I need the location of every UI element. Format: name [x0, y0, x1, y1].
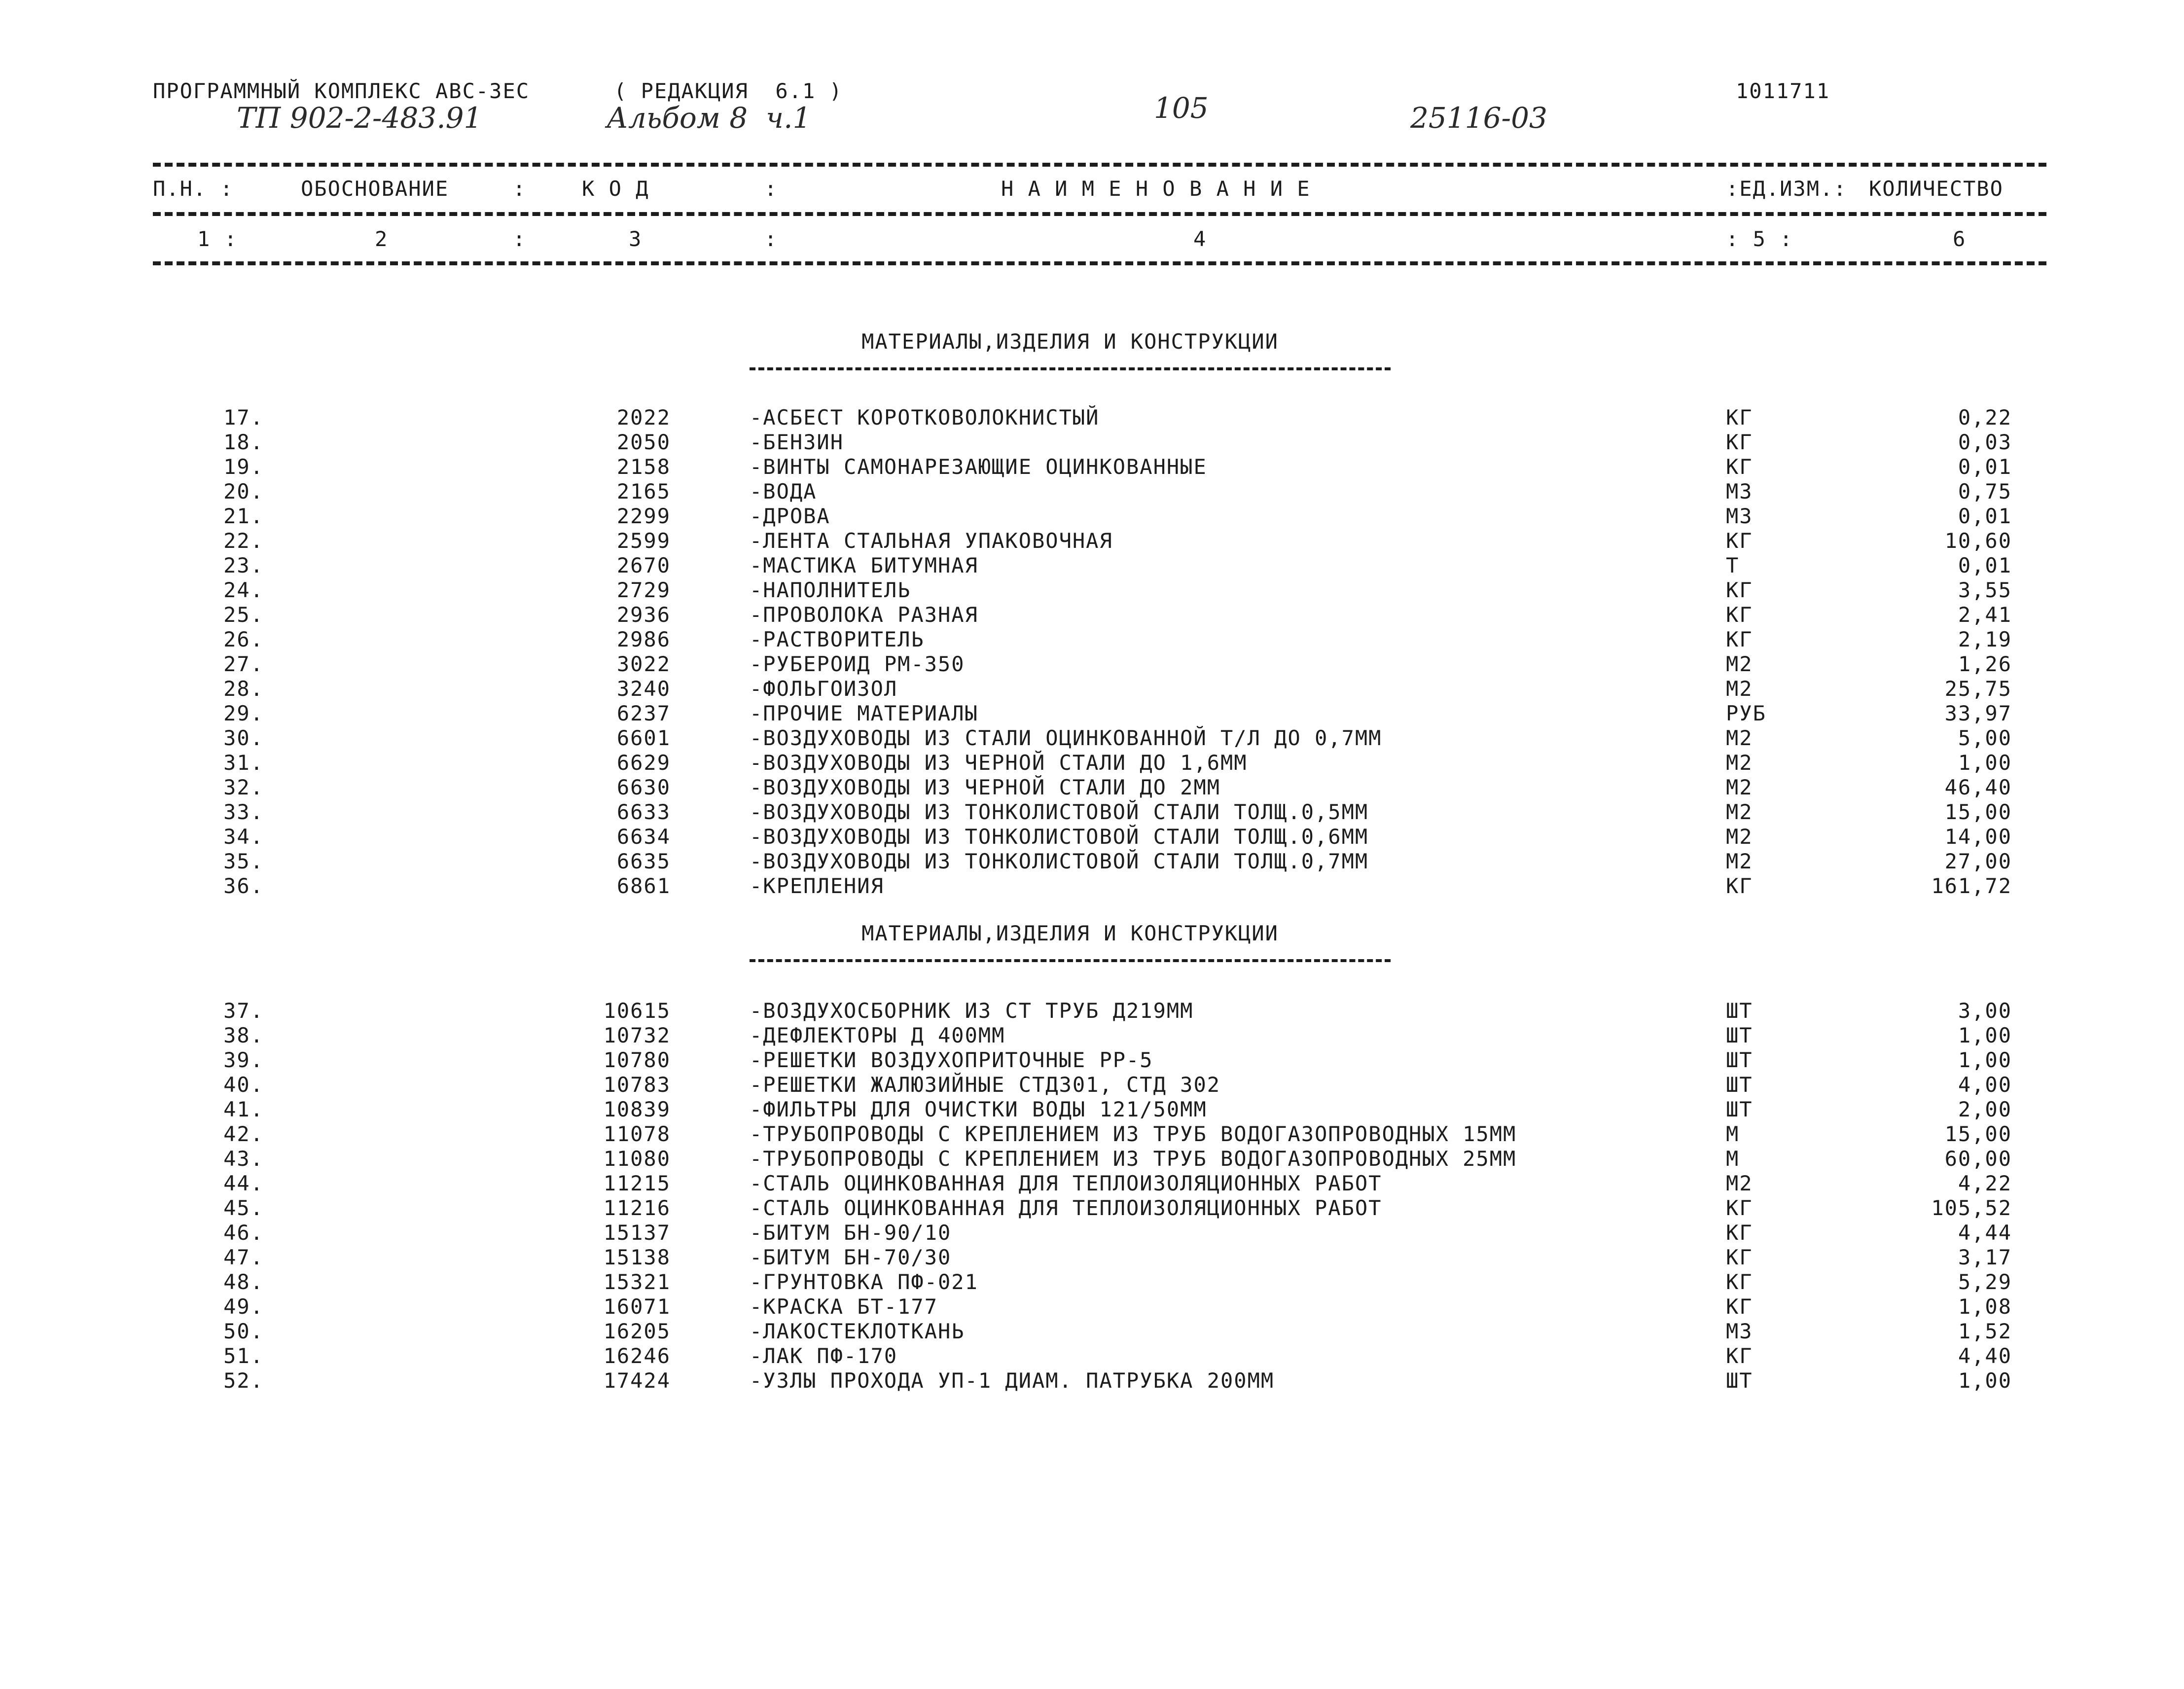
- header-rule-bottom: [153, 261, 2046, 265]
- row-code: 11216: [603, 1196, 671, 1220]
- row-quantity: 1,00: [1958, 1023, 2012, 1047]
- row-code: 10732: [603, 1023, 671, 1047]
- column-separator: :: [513, 227, 527, 251]
- row-unit: М2: [1726, 751, 1753, 775]
- row-number: 33.: [223, 800, 264, 824]
- edition-label: ( РЕДАКЦИЯ 6.1 ): [614, 79, 843, 103]
- row-code: 16246: [603, 1344, 671, 1368]
- row-number: 43.: [223, 1147, 264, 1171]
- row-code: 6601: [616, 726, 671, 750]
- row-unit: Т: [1726, 553, 1740, 577]
- row-quantity: 1,52: [1958, 1319, 2012, 1343]
- header-unit: :ЕД.ИЗМ.:: [1726, 177, 1847, 201]
- row-number: 50.: [223, 1319, 264, 1343]
- row-name: -ТРУБОПРОВОДЫ С КРЕПЛЕНИЕМ ИЗ ТРУБ ВОДОГАЗОПРОВОДНЫХ 25ММ: [750, 1147, 1517, 1171]
- row-code: 11080: [603, 1147, 671, 1171]
- row-number: 37.: [223, 999, 264, 1023]
- row-quantity: 2,41: [1958, 603, 2012, 627]
- row-number: 48.: [223, 1270, 264, 1294]
- section-title: МАТЕРИАЛЫ,ИЗДЕЛИЯ И КОНСТРУКЦИИ: [861, 329, 1279, 354]
- row-code: 2599: [616, 529, 671, 553]
- section-underline: [750, 367, 1391, 370]
- table-row: [0, 849, 2184, 874]
- handwritten-album: Альбом 8 ч.1: [607, 101, 811, 135]
- row-name: -РЕШЕТКИ ВОЗДУХОПРИТОЧНЫЕ РР-5: [750, 1048, 1153, 1072]
- row-quantity: 33,97: [1944, 701, 2012, 725]
- row-code: 10783: [603, 1073, 671, 1097]
- table-row: [0, 775, 2184, 800]
- row-quantity: 0,01: [1958, 553, 2012, 577]
- row-code: 11078: [603, 1122, 671, 1146]
- table-row: [0, 1344, 2184, 1368]
- table-row: [0, 405, 2184, 430]
- row-number: 26.: [223, 627, 264, 651]
- row-number: 32.: [223, 775, 264, 799]
- row-code: 10780: [603, 1048, 671, 1072]
- row-quantity: 0,75: [1958, 479, 2012, 503]
- row-unit: М2: [1726, 1171, 1753, 1195]
- row-name: -ВОЗДУХОВОДЫ ИЗ СТАЛИ ОЦИНКОВАННОЙ Т/Л ДО 0,7ММ: [750, 726, 1382, 750]
- row-name: -ВОЗДУХОВОДЫ ИЗ ЧЕРНОЙ СТАЛИ ДО 2ММ: [750, 775, 1221, 799]
- table-row: [0, 1270, 2184, 1294]
- row-number: 46.: [223, 1221, 264, 1245]
- row-name: -РЕШЕТКИ ЖАЛЮЗИЙНЫЕ СТД301, СТД 302: [750, 1073, 1221, 1097]
- row-number: 44.: [223, 1171, 264, 1195]
- row-quantity: 2,00: [1958, 1097, 2012, 1121]
- row-number: 25.: [223, 603, 264, 627]
- table-row: [0, 627, 2184, 652]
- row-quantity: 1,00: [1958, 751, 2012, 775]
- row-number: 23.: [223, 553, 264, 577]
- row-name: -АСБЕСТ КОРОТКОВОЛОКНИСТЫЙ: [750, 405, 1100, 430]
- row-quantity: 2,19: [1958, 627, 2012, 651]
- row-quantity: 0,22: [1958, 405, 2012, 430]
- row-code: 3022: [616, 652, 671, 676]
- row-unit: КГ: [1726, 455, 1753, 479]
- row-unit: ШТ: [1726, 1048, 1753, 1072]
- row-name: -ПРОЧИЕ МАТЕРИАЛЫ: [750, 701, 978, 725]
- row-number: 30.: [223, 726, 264, 750]
- header-separator: :: [513, 177, 527, 201]
- row-name: -РУБЕРОИД РМ-350: [750, 652, 965, 676]
- row-code: 2158: [616, 455, 671, 479]
- row-quantity: 1,00: [1958, 1048, 2012, 1072]
- row-quantity: 4,40: [1958, 1344, 2012, 1368]
- header-quantity: КОЛИЧЕСТВО: [1869, 177, 2004, 201]
- document-number: 1011711: [1736, 79, 1830, 103]
- row-unit: М2: [1726, 775, 1753, 799]
- program-title: ПРОГРАММНЫЙ КОМПЛЕКС АВС-3ЕС: [153, 79, 530, 103]
- row-name: -РАСТВОРИТЕЛЬ: [750, 627, 925, 651]
- row-number: 31.: [223, 751, 264, 775]
- header-name: Н А И М Е Н О В А Н И Е: [1001, 177, 1311, 201]
- row-unit: КГ: [1726, 430, 1753, 454]
- row-code: 10839: [603, 1097, 671, 1121]
- table-row: [0, 1245, 2184, 1270]
- row-quantity: 4,22: [1958, 1171, 2012, 1195]
- row-name: -ВОЗДУХОВОДЫ ИЗ ЧЕРНОЙ СТАЛИ ДО 1,6ММ: [750, 751, 1248, 775]
- row-number: 35.: [223, 849, 264, 873]
- row-unit: КГ: [1726, 603, 1753, 627]
- column-number-6: 6: [1953, 227, 1967, 251]
- row-code: 15138: [603, 1245, 671, 1269]
- row-name: -ЛАКОСТЕКЛОТКАНЬ: [750, 1319, 965, 1343]
- table-row: [0, 1122, 2184, 1147]
- table-row: [0, 1196, 2184, 1221]
- row-quantity: 46,40: [1944, 775, 2012, 799]
- row-number: 17.: [223, 405, 264, 430]
- row-code: 6633: [616, 800, 671, 824]
- row-unit: М: [1726, 1147, 1740, 1171]
- row-name: -ВОДА: [750, 479, 817, 503]
- row-unit: М2: [1726, 849, 1753, 873]
- row-name: -БИТУМ БН-70/30: [750, 1245, 952, 1269]
- row-unit: КГ: [1726, 627, 1753, 651]
- table-row: [0, 1147, 2184, 1171]
- section-underline: [750, 959, 1391, 962]
- table-row: [0, 479, 2184, 504]
- row-name: -БИТУМ БН-90/10: [750, 1221, 952, 1245]
- row-name: -ФИЛЬТРЫ ДЛЯ ОЧИСТКИ ВОДЫ 121/50ММ: [750, 1097, 1207, 1121]
- row-quantity: 14,00: [1944, 825, 2012, 849]
- row-name: -ДЕФЛЕКТОРЫ Д 400ММ: [750, 1023, 1005, 1047]
- table-row: [0, 874, 2184, 898]
- row-code: 15137: [603, 1221, 671, 1245]
- row-unit: ШТ: [1726, 999, 1753, 1023]
- column-number-2: 2: [375, 227, 389, 251]
- row-number: 27.: [223, 652, 264, 676]
- row-code: 3240: [616, 677, 671, 701]
- row-number: 19.: [223, 455, 264, 479]
- header-rule-top: [153, 163, 2046, 167]
- row-code: 2050: [616, 430, 671, 454]
- row-unit: КГ: [1726, 874, 1753, 898]
- row-number: 42.: [223, 1122, 264, 1146]
- table-row: [0, 1221, 2184, 1245]
- row-number: 40.: [223, 1073, 264, 1097]
- row-unit: ШТ: [1726, 1073, 1753, 1097]
- row-code: 6237: [616, 701, 671, 725]
- row-number: 24.: [223, 578, 264, 602]
- row-quantity: 3,55: [1958, 578, 2012, 602]
- row-quantity: 4,44: [1958, 1221, 2012, 1245]
- table-row: [0, 603, 2184, 627]
- table-row: [0, 999, 2184, 1023]
- row-quantity: 3,00: [1958, 999, 2012, 1023]
- table-row: [0, 529, 2184, 553]
- row-quantity: 161,72: [1931, 874, 2012, 898]
- row-number: 41.: [223, 1097, 264, 1121]
- header-separator: :: [764, 177, 778, 201]
- table-row: [0, 825, 2184, 849]
- header-pn: П.Н. :: [153, 177, 234, 201]
- table-row: [0, 1073, 2184, 1097]
- row-quantity: 5,29: [1958, 1270, 2012, 1294]
- row-quantity: 0,01: [1958, 455, 2012, 479]
- row-unit: М2: [1726, 677, 1753, 701]
- row-unit: КГ: [1726, 1245, 1753, 1269]
- table-row: [0, 1023, 2184, 1048]
- table-row: [0, 553, 2184, 578]
- row-unit: КГ: [1726, 1294, 1753, 1319]
- row-unit: М2: [1726, 726, 1753, 750]
- row-quantity: 1,08: [1958, 1294, 2012, 1319]
- table-row: [0, 504, 2184, 529]
- row-unit: М2: [1726, 800, 1753, 824]
- row-name: -СТАЛЬ ОЦИНКОВАННАЯ ДЛЯ ТЕПЛОИЗОЛЯЦИОННЫХ РАБОТ: [750, 1196, 1382, 1220]
- row-number: 51.: [223, 1344, 264, 1368]
- row-name: -ВОЗДУХОСБОРНИК ИЗ СТ ТРУБ Д219ММ: [750, 999, 1194, 1023]
- column-number-1: 1 :: [197, 227, 238, 251]
- row-unit: КГ: [1726, 1221, 1753, 1245]
- row-quantity: 3,17: [1958, 1245, 2012, 1269]
- table-row: [0, 1294, 2184, 1319]
- table-row: [0, 677, 2184, 701]
- row-code: 6629: [616, 751, 671, 775]
- row-quantity: 1,26: [1958, 652, 2012, 676]
- row-name: -СТАЛЬ ОЦИНКОВАННАЯ ДЛЯ ТЕПЛОИЗОЛЯЦИОННЫХ РАБОТ: [750, 1171, 1382, 1195]
- row-unit: КГ: [1726, 578, 1753, 602]
- row-code: 2729: [616, 578, 671, 602]
- table-row: [0, 652, 2184, 677]
- row-unit: ШТ: [1726, 1097, 1753, 1121]
- row-name: -ВОЗДУХОВОДЫ ИЗ ТОНКОЛИСТОВОЙ СТАЛИ ТОЛЩ.0,7ММ: [750, 849, 1369, 873]
- row-code: 2299: [616, 504, 671, 528]
- row-number: 36.: [223, 874, 264, 898]
- row-name: -ВОЗДУХОВОДЫ ИЗ ТОНКОЛИСТОВОЙ СТАЛИ ТОЛЩ.0,5ММ: [750, 800, 1369, 824]
- row-number: 22.: [223, 529, 264, 553]
- row-number: 39.: [223, 1048, 264, 1072]
- column-number-row: [0, 227, 2184, 252]
- row-number: 20.: [223, 479, 264, 503]
- row-name: -НАПОЛНИТЕЛЬ: [750, 578, 911, 602]
- row-quantity: 0,01: [1958, 504, 2012, 528]
- row-number: 38.: [223, 1023, 264, 1047]
- row-name: -ТРУБОПРОВОДЫ С КРЕПЛЕНИЕМ ИЗ ТРУБ ВОДОГАЗОПРОВОДНЫХ 15ММ: [750, 1122, 1517, 1146]
- row-unit: РУБ: [1726, 701, 1766, 725]
- column-number-3: 3: [629, 227, 643, 251]
- row-name: -ДРОВА: [750, 504, 830, 528]
- row-quantity: 25,75: [1944, 677, 2012, 701]
- row-name: -ГРУНТОВКА ПФ-021: [750, 1270, 978, 1294]
- handwritten-code: 25116-03: [1410, 101, 1547, 135]
- row-code: 6630: [616, 775, 671, 799]
- handwritten-page-number: 105: [1154, 91, 1209, 125]
- column-header-row: [0, 177, 2184, 201]
- row-unit: КГ: [1726, 529, 1753, 553]
- row-unit: М3: [1726, 504, 1753, 528]
- table-row: [0, 1171, 2184, 1196]
- row-name: -ВИНТЫ САМОНАРЕЗАЮЩИЕ ОЦИНКОВАННЫЕ: [750, 455, 1207, 479]
- row-quantity: 27,00: [1944, 849, 2012, 873]
- row-code: 2670: [616, 553, 671, 577]
- table-row: [0, 1368, 2184, 1393]
- row-quantity: 0,03: [1958, 430, 2012, 454]
- table-row: [0, 455, 2184, 479]
- row-code: 11215: [603, 1171, 671, 1195]
- row-number: 49.: [223, 1294, 264, 1319]
- row-code: 6861: [616, 874, 671, 898]
- row-code: 15321: [603, 1270, 671, 1294]
- row-name: -УЗЛЫ ПРОХОДА УП-1 ДИАМ. ПАТРУБКА 200ММ: [750, 1368, 1275, 1393]
- table-row: [0, 726, 2184, 751]
- row-unit: КГ: [1726, 1196, 1753, 1220]
- row-quantity: 105,52: [1931, 1196, 2012, 1220]
- row-unit: М2: [1726, 825, 1753, 849]
- header-basis: ОБОСНОВАНИЕ: [301, 177, 449, 201]
- row-number: 18.: [223, 430, 264, 454]
- row-name: -ФОЛЬГОИЗОЛ: [750, 677, 898, 701]
- handwritten-project-number: ТП 902-2-483.91: [237, 101, 482, 135]
- row-code: 16071: [603, 1294, 671, 1319]
- row-name: -ВОЗДУХОВОДЫ ИЗ ТОНКОЛИСТОВОЙ СТАЛИ ТОЛЩ.0,6ММ: [750, 825, 1369, 849]
- row-code: 17424: [603, 1368, 671, 1393]
- row-unit: М: [1726, 1122, 1740, 1146]
- section-title: МАТЕРИАЛЫ,ИЗДЕЛИЯ И КОНСТРУКЦИИ: [861, 921, 1279, 945]
- table-row: [0, 701, 2184, 726]
- row-quantity: 1,00: [1958, 1368, 2012, 1393]
- row-quantity: 15,00: [1944, 1122, 2012, 1146]
- row-name: -БЕНЗИН: [750, 430, 844, 454]
- row-quantity: 4,00: [1958, 1073, 2012, 1097]
- row-number: 34.: [223, 825, 264, 849]
- row-code: 2165: [616, 479, 671, 503]
- column-number-5: : 5 :: [1726, 227, 1793, 251]
- row-code: 16205: [603, 1319, 671, 1343]
- row-unit: М3: [1726, 1319, 1753, 1343]
- table-row: [0, 800, 2184, 825]
- row-code: 6635: [616, 849, 671, 873]
- row-code: 2022: [616, 405, 671, 430]
- row-code: 2986: [616, 627, 671, 651]
- row-unit: КГ: [1726, 405, 1753, 430]
- row-unit: ШТ: [1726, 1023, 1753, 1047]
- header-code: К О Д: [582, 177, 649, 201]
- row-quantity: 60,00: [1944, 1147, 2012, 1171]
- row-name: -ЛАК ПФ-170: [750, 1344, 898, 1368]
- row-number: 29.: [223, 701, 264, 725]
- row-code: 10615: [603, 999, 671, 1023]
- row-unit: КГ: [1726, 1344, 1753, 1368]
- row-quantity: 5,00: [1958, 726, 2012, 750]
- table-row: [0, 1097, 2184, 1122]
- row-name: -МАСТИКА БИТУМНАЯ: [750, 553, 978, 577]
- row-unit: М3: [1726, 479, 1753, 503]
- row-unit: КГ: [1726, 1270, 1753, 1294]
- table-row: [0, 1319, 2184, 1344]
- table-row: [0, 578, 2184, 603]
- header-rule-middle: [153, 212, 2046, 216]
- row-name: -ПРОВОЛОКА РАЗНАЯ: [750, 603, 978, 627]
- table-row: [0, 1048, 2184, 1073]
- row-code: 6634: [616, 825, 671, 849]
- row-name: -КРАСКА БТ-177: [750, 1294, 938, 1319]
- row-unit: М2: [1726, 652, 1753, 676]
- row-number: 21.: [223, 504, 264, 528]
- row-unit: ШТ: [1726, 1368, 1753, 1393]
- table-row: [0, 430, 2184, 455]
- column-number-4: 4: [1193, 227, 1207, 251]
- column-separator: :: [764, 227, 778, 251]
- row-code: 2936: [616, 603, 671, 627]
- row-quantity: 15,00: [1944, 800, 2012, 824]
- table-row: [0, 751, 2184, 775]
- row-number: 52.: [223, 1368, 264, 1393]
- row-name: -КРЕПЛЕНИЯ: [750, 874, 884, 898]
- row-number: 28.: [223, 677, 264, 701]
- row-number: 45.: [223, 1196, 264, 1220]
- row-number: 47.: [223, 1245, 264, 1269]
- row-quantity: 10,60: [1944, 529, 2012, 553]
- row-name: -ЛЕНТА СТАЛЬНАЯ УПАКОВОЧНАЯ: [750, 529, 1113, 553]
